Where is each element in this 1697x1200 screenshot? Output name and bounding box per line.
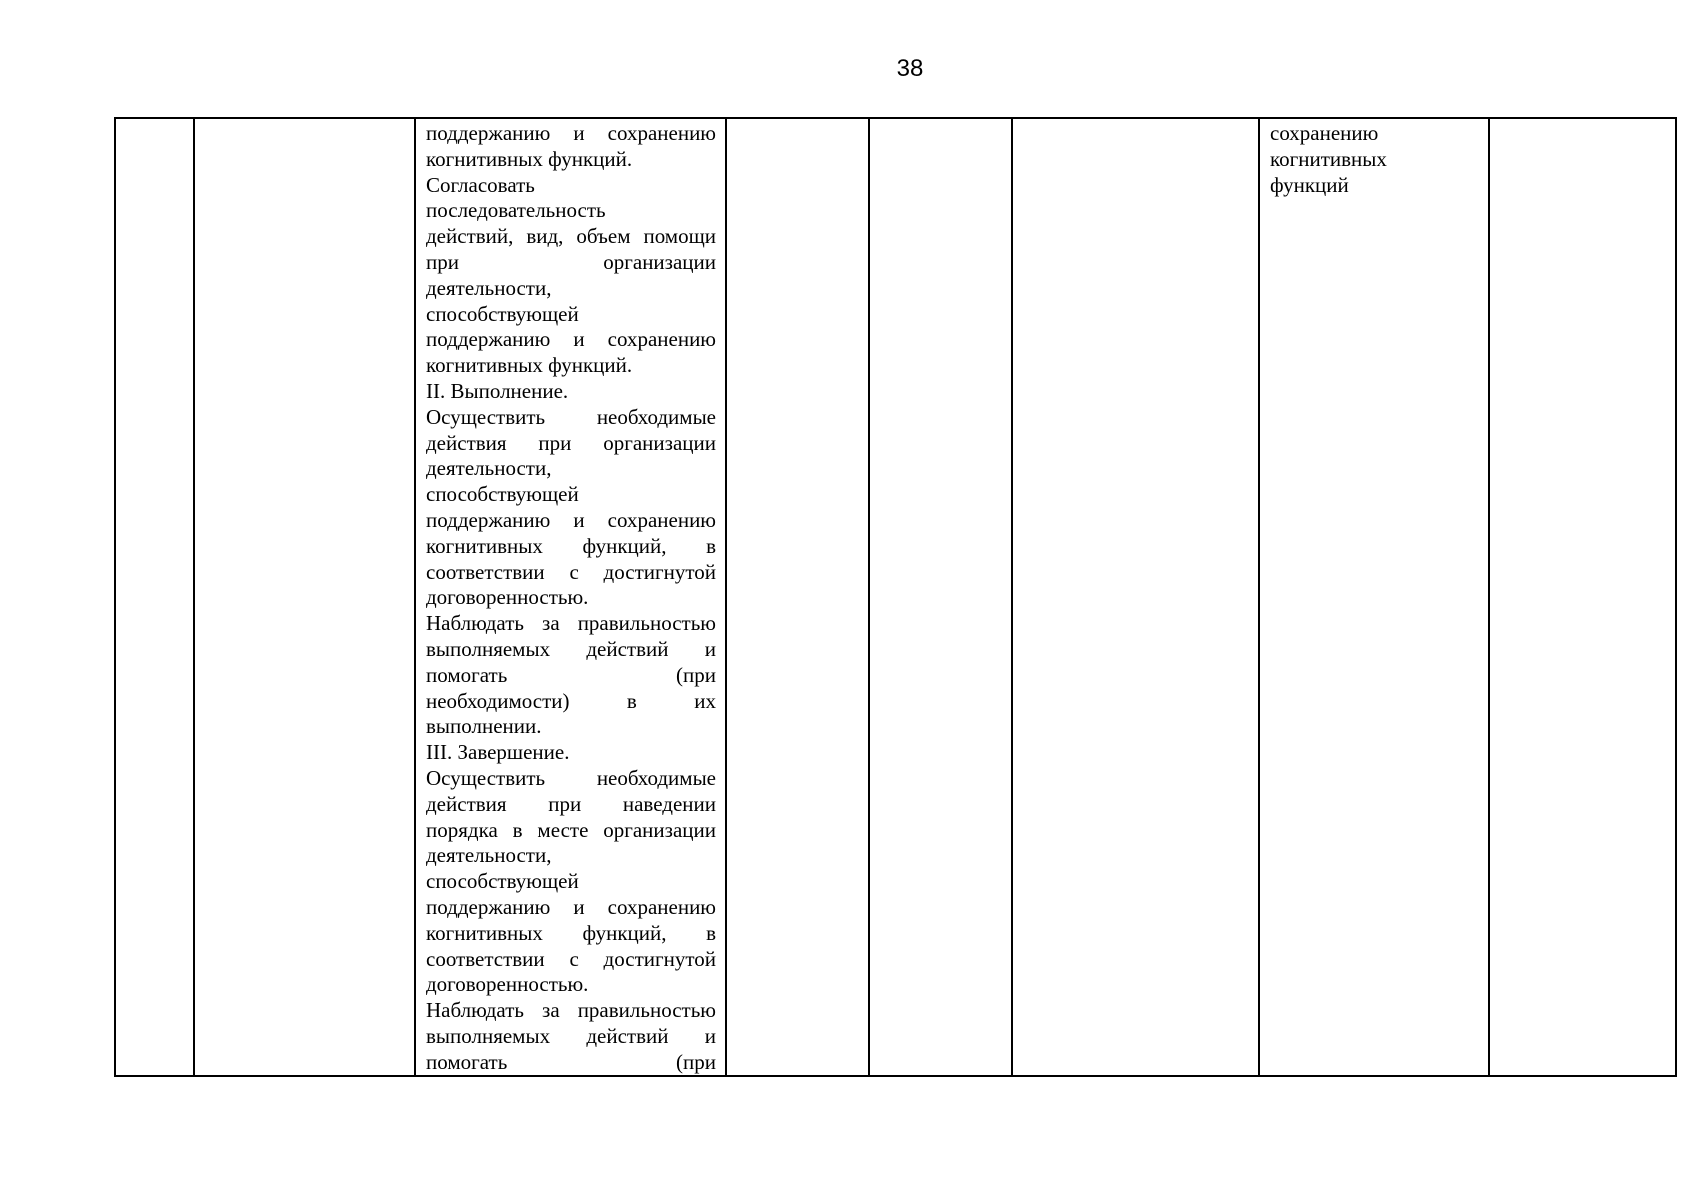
text-line: способствующей (426, 869, 579, 894)
text-line: Согласовать (426, 172, 535, 197)
document-table (114, 117, 1677, 1077)
text-line: помогать (при (426, 1049, 716, 1074)
text-line: II. Выполнение. (426, 378, 569, 403)
text-line: Наблюдать за правильностью (426, 998, 716, 1023)
text-line: Наблюдать за правильностью (426, 611, 716, 636)
text-line: поддержанию и сохранению (426, 894, 716, 919)
text-line: деятельности, (426, 456, 552, 481)
text-line: выполняемых действий и (426, 636, 716, 661)
page-number: 38 (896, 55, 924, 82)
text-line: выполняемых действий и (426, 1023, 716, 1048)
text-line: договоренностью. (426, 585, 589, 610)
text-line: деятельности, (426, 275, 552, 300)
text-line: деятельности, (426, 843, 552, 868)
text-line: необходимости) в их (426, 688, 716, 713)
text-line: действия при организации (426, 430, 716, 455)
table-cell-col1 (115, 118, 194, 1076)
text-line: порядка в месте организации (426, 817, 716, 842)
text-line: при организации (426, 249, 716, 274)
text-line: действий, вид, объем помощи (426, 224, 716, 249)
text-line: последовательность (426, 198, 606, 223)
text-line: поддержанию и сохранению (426, 507, 716, 532)
table-cell-col2 (194, 118, 415, 1076)
text-line: поддержанию и сохранению (426, 121, 716, 145)
text-line: III. Завершение. (426, 740, 570, 765)
table-cell-col7 (1259, 118, 1489, 1076)
table-cell-col8 (1489, 118, 1676, 1076)
text-line: сохранению (1270, 121, 1379, 145)
text-line: когнитивных функций, в (426, 533, 716, 558)
table-cell-col5 (869, 118, 1012, 1076)
action-steps-text (416, 119, 725, 1075)
text-line: договоренностью. (426, 972, 589, 997)
text-line: функций (1270, 172, 1349, 197)
text-line: поддержанию и сохранению (426, 327, 716, 352)
text-line: когнитивных функций, в (426, 920, 716, 945)
text-line: способствующей (426, 301, 579, 326)
table-cell-col6 (1012, 118, 1259, 1076)
text-line: когнитивных функций. (426, 353, 633, 378)
result-text (1260, 119, 1488, 198)
text-line: когнитивных (1270, 146, 1387, 171)
text-line: способствующей (426, 482, 579, 507)
text-line: когнитивных функций. (426, 146, 633, 171)
text-line: выполнении. (426, 714, 542, 739)
text-line: Осуществить необходимые (426, 404, 716, 429)
text-line: соответствии с достигнутой (426, 559, 716, 584)
text-line: Осуществить необходимые (426, 765, 716, 790)
text-line: соответствии с достигнутой (426, 946, 716, 971)
text-line: действия при наведении (426, 791, 716, 816)
text-line: помогать (при (426, 662, 716, 687)
table-cell-col3 (415, 118, 726, 1076)
table-cell-col4 (726, 118, 869, 1076)
table-row (115, 118, 1676, 1076)
